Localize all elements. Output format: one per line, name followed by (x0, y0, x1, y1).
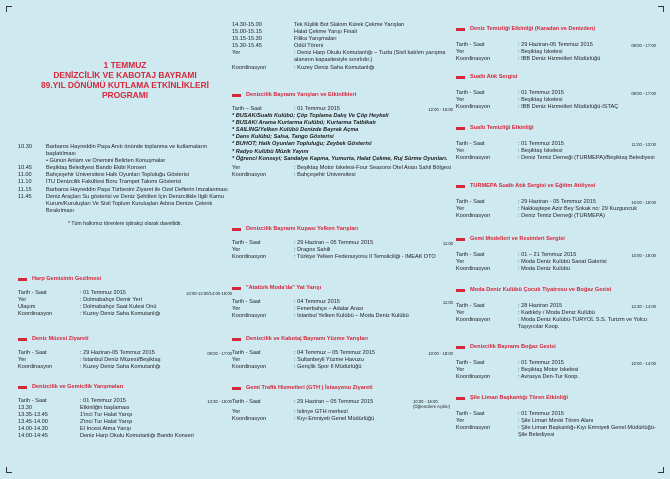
row-value: : 01 Temmuz 2015 (518, 90, 564, 96)
info-row (456, 56, 656, 63)
info-row (456, 42, 656, 49)
row-value: : Beşiktaş Motor İskelesi (518, 367, 579, 374)
row-value: : 01 Temmuz 2015 (518, 360, 564, 366)
info-row (18, 405, 232, 412)
row-value: : Moda Deniz Kulübü-TURYOL S.S. Turizm ve Yolcu Taşıyıcılar Koop. (518, 317, 648, 331)
row-label: 14.30-15.00 (232, 22, 262, 28)
row-label: Tarih - Saat (456, 199, 485, 205)
section-sile-ceremony (456, 395, 656, 439)
row-value: : Türkiye Yelken Federasyonu İl Temsilciliği - İMEAK DTO (294, 254, 436, 261)
section-turmepa-workshop (456, 183, 656, 220)
crop-mark (658, 6, 664, 12)
info-row (18, 350, 232, 357)
timeline-time (18, 158, 46, 165)
row-time: 10:00 - 14:00 (631, 361, 656, 366)
title-line: DENİZCİLİK VE KABOTAJ BAYRAMI (53, 70, 197, 80)
row-label: Yer (18, 297, 27, 304)
row-value: : Deniz Temiz Derneği (TURMEPA)/Beşiktaş Belediyesi (518, 155, 655, 162)
row-time: 12:00 - 16:00 (428, 107, 453, 112)
section-festival-events (232, 92, 453, 179)
info-row (18, 426, 232, 433)
event-item: * Radyo Kulübü Müzik Yayını (232, 148, 309, 155)
row-time: 08:00 - 17:00 (631, 43, 656, 48)
row-label: 15.30-15.45 (232, 43, 262, 50)
row-label: 14:00-14:45 (18, 433, 48, 440)
timeline-row (18, 194, 232, 215)
section-title: Denizcilik Bayramı Kupası Yelken Yarışları (232, 226, 453, 233)
section-title: Moda Deniz Kulübü Çocuk Tiyatrosu ve Boğaz Gezisi (456, 287, 656, 294)
row-label: Tarih - Saat (232, 299, 261, 305)
row-label: Yer (232, 50, 241, 57)
info-row (456, 148, 656, 155)
info-row (456, 374, 656, 381)
row-label: Koordinasyon (456, 213, 491, 220)
info-row (456, 155, 656, 162)
info-row (456, 252, 656, 259)
row-time: 11:00 - 13:00 (631, 142, 656, 147)
row-label: Yer (232, 247, 241, 254)
row-value: Filika Yarışmaları (294, 36, 337, 43)
info-row (232, 313, 453, 320)
info-row (232, 165, 453, 172)
info-row (18, 364, 232, 371)
info-row (232, 22, 453, 29)
row-value: : 28 Haziran 2015 (518, 303, 563, 309)
info-row (456, 104, 656, 111)
section-underwater-waste (456, 74, 656, 111)
row-value: : İBB Deniz Hizmetleri Müdürlüğü-İSTAÇ (518, 104, 619, 111)
row-label: Tarih - Saat (18, 398, 47, 404)
timeline-row (18, 179, 232, 186)
section-warship-tour (18, 276, 232, 318)
timeline-row (18, 187, 232, 194)
section-vts-visit (232, 385, 453, 423)
timeline-text: Deniz Araçları Su gösterisi ve Deniz Şehitleri İçin Denizcilikle İlgili Kamu Kurum/Kuruluşları Ve Sivil Toplum Kuruluşları Adına Denize Çelenk Bırakılması (46, 193, 224, 214)
row-value: : 01 Temmuz 2015 (518, 141, 564, 147)
row-label: Koordinasyon (232, 364, 267, 371)
event-item: * BUHOT; Halk Oyunları Topluluğu; Zeybek Gösterisi (232, 141, 372, 148)
row-value: : Şile Liman Başkanlığı-Kıyı Emniyeti Genel Müdürlüğü-Şile Belediyesi (518, 425, 656, 439)
timeline-time: 10.45 (18, 165, 32, 172)
row-value: : 01 – 21 Temmuz 2015 (518, 252, 577, 258)
row-value: : Sultanbeyli Yüzme Havuzu (294, 357, 364, 364)
row-label: Koordinasyon (232, 254, 267, 261)
info-row (232, 50, 453, 64)
section-swimming (232, 336, 453, 371)
timeline-row (18, 144, 232, 158)
info-row (232, 416, 453, 423)
section-title: Harp Gemisinin Gezilmesi (18, 276, 232, 283)
info-row (232, 247, 453, 254)
info-row (456, 266, 656, 273)
timeline-text: Bahçeşehir Üniversitesi Halk Oyunları Topluluğu Gösterisi (46, 172, 189, 179)
title-line: PROGRAMI (101, 90, 149, 100)
row-value: : Beşiktaş İskelesi (518, 97, 563, 104)
row-label: Tarih - Saat (18, 350, 47, 356)
timeline-text: • Günün Anlam ve Önemini Belirten Konuşmalar (46, 158, 166, 165)
section-yacht-race (232, 285, 453, 320)
row-label: Tarih - Saat (456, 303, 485, 309)
row-label: Yer (456, 49, 465, 56)
row-value: 1'inci Tur Halat Yarışı (80, 412, 133, 419)
info-row (232, 306, 453, 313)
row-label: Tarih - Saat (456, 360, 485, 366)
row-value: Deniz Harp Okulu Komutanlığı Bando Konseri (80, 433, 194, 440)
info-row (232, 364, 453, 371)
info-row (232, 172, 453, 179)
row-time: 13:30 - 16:00 (207, 399, 232, 404)
row-value: : Beşiktaş İskelesi (518, 49, 563, 56)
section-ship-models (456, 236, 656, 273)
timeline-row (18, 158, 232, 165)
row-value: Etkinliğin başlaması (80, 405, 130, 412)
row-value: : 29 Haziran-05 Temmuz 2015 (518, 42, 593, 48)
info-row (456, 213, 656, 220)
row-label: 15.15-15.30 (232, 36, 262, 43)
row-time: 11:00 (442, 241, 453, 246)
section-title: Şile Liman Başkanlığı Tören Etkinliği (456, 395, 656, 402)
row-label: 15.00-15.15 (232, 29, 262, 36)
info-row (18, 419, 232, 426)
row-value: : Nakkaştepe Aziz Bey Sokak no: 29 Kuzguncuk (518, 206, 638, 213)
row-time: 08:00 - 17:00 (631, 91, 656, 96)
row-value: : Deniz Temiz Derneği (TURMEPA) (518, 213, 605, 220)
row-value: : Şile Liman Mevki Tören Alanı (518, 418, 594, 425)
section-title: Denizcilik ve Kabotaj Bayramı Yüzme Yarışları (232, 336, 453, 343)
row-value: : Kıyı Emniyeti Genel Müdürlüğü (294, 416, 375, 423)
row-value: : 04 Temmuz 2015 (294, 299, 340, 305)
row-label: Ulaşım (18, 304, 36, 311)
row-label: Tarih - Saat (456, 90, 485, 96)
row-value: : Beşiktaş İskelesi (518, 148, 563, 155)
invitation-note: * Tüm halkımız törenlere iştirakçi olarak davetlidir. (67, 220, 183, 227)
row-label: Koordinasyon (18, 364, 53, 371)
info-row (456, 367, 656, 374)
row-label: Koordinasyon (456, 266, 491, 273)
row-value: : 29 Haziran - 05 Temmuz 2015 (518, 199, 596, 205)
row-value: El İncesi Atma Yarışı (80, 426, 132, 433)
row-value: : Deniz Harp Okulu Komutanlığı – Tuzla (Sivil katılım yarışma alanının kapasitesiyle sınırlıdır.) (294, 50, 446, 64)
row-value: 2'inci Tur Halat Yarışı (80, 419, 133, 426)
crop-mark (658, 467, 664, 473)
row-time: 09:00 - 17:00 (207, 351, 232, 356)
row-label: Koordinasyon (456, 155, 491, 162)
section-title: Sualtı Atık Sergisi (456, 74, 656, 81)
section-title: "Atatürk Moda'da" Yat Yarışı (232, 285, 453, 292)
timeline-time: 11.45 (18, 193, 32, 200)
row-label: Koordinasyon (456, 425, 491, 432)
section-bosphorus-tour (456, 344, 656, 381)
row-label: Koordinasyon (232, 64, 267, 71)
event-item: * BUSAK/Sualtı Kulübü; Çöp Toplama Dalış Ve Çöp Heykeli (232, 113, 389, 120)
row-label: Koordinasyon (232, 313, 267, 320)
info-row (456, 199, 656, 206)
info-row (456, 425, 656, 439)
info-row (232, 43, 453, 50)
row-value: : İBB Deniz Hizmetleri Müdürlüğü (518, 56, 601, 63)
event-item: * Dans Kulübü; Salsa, Tango Gösterisi (232, 134, 334, 141)
section-sea-cleaning (456, 26, 656, 63)
section-title: Denizcilik ve Gemicilik Yarışmaları (18, 384, 232, 391)
section-sailing-cup (232, 226, 453, 261)
section-title: Denizcilik Bayramı Yarışları ve Etkinlikleri (232, 92, 453, 99)
info-row (232, 399, 453, 409)
row-label: Yer (232, 164, 241, 171)
row-value: : Bahçeşehir Üniversitesi (294, 171, 356, 178)
timeline-text: Barbaros Hayreddin Paşa Anıtı önünde toplanma ve kutlamaların başlatılması (46, 144, 208, 158)
info-row (456, 97, 656, 104)
info-row (232, 299, 453, 306)
row-label: Koordinasyon (456, 374, 491, 381)
row-label: Yer (456, 310, 465, 317)
info-row (232, 350, 453, 357)
row-time: 10:00 - 16:00 (Öğrencilere Açıktır) (413, 399, 451, 409)
row-label: Yer (456, 259, 465, 266)
info-row (18, 398, 232, 405)
row-value: : Dolmabahçe Saat Kulesi Önü (80, 304, 157, 311)
timeline-time: 11.10 (18, 179, 32, 186)
info-row (18, 357, 232, 364)
crop-mark (6, 467, 12, 473)
section-competitions (18, 384, 232, 441)
row-value: : 01 Temmuz 2015 (518, 411, 564, 417)
section-title: Sualtı Temizliği Etkinliği (456, 125, 656, 132)
info-row (232, 254, 453, 261)
row-value: Tek Kişilik Bot Slalom Kürek Çekme Yarışları (294, 22, 405, 28)
row-label: 13.35-13.45 (18, 412, 48, 419)
competitions-continued (232, 22, 453, 72)
row-label: Tarih - Saat (456, 42, 485, 48)
info-row (456, 411, 656, 418)
row-label: 13.45-14.00 (18, 419, 48, 426)
row-value: : Kuzey Deniz Saha Komutanlığı (80, 364, 161, 371)
row-label: Yer (456, 97, 465, 104)
info-row (18, 304, 232, 311)
info-row (18, 290, 232, 297)
section-title: Deniz Temizliği Etkinliği (Karadan ve Denizden) (456, 26, 656, 33)
row-value: : Dolmabahçe Demir Yeri (80, 297, 142, 304)
info-row (232, 409, 453, 416)
row-value: : 01 Temmuz 2015 (294, 106, 340, 112)
row-label: Yer (456, 148, 465, 155)
row-label: Koordinasyon (232, 416, 267, 423)
column-middle (232, 0, 453, 479)
row-value: : 01 Temmuz 2015 (80, 290, 126, 296)
info-row (232, 357, 453, 364)
row-value: : 01 Temmuz 2015 (80, 398, 126, 404)
title-line: 1 TEMMUZ (103, 60, 147, 70)
info-row (232, 106, 453, 113)
row-label: Yer (232, 357, 241, 364)
timeline-time: 10.30 (18, 144, 32, 150)
info-row (456, 310, 656, 317)
row-label: Tarih - Saat (456, 141, 485, 147)
row-label: Tarih - Saat (456, 411, 485, 417)
row-label: Yer (456, 418, 465, 425)
info-row (18, 297, 232, 304)
row-label: Tarih - Saat (18, 290, 47, 296)
row-value: : İstanbul Yelken Kulübü – Moda Deniz Kulübü (294, 313, 409, 320)
title-line: 89.YIL DÖNÜMÜ KUTLAMA ETKİNLİKLERİ (41, 80, 209, 90)
info-row (18, 311, 232, 318)
section-title: Denizcilik Bayramı Boğaz Gezisi (456, 344, 656, 351)
timeline-text: İTÜ Denizcilik Fakültesi Boru Trampet Takımı Gösterisi (46, 179, 182, 186)
row-label: Yer (456, 206, 465, 213)
row-time: 10:00 - 16:00 (631, 200, 656, 205)
row-time: 12:30 - 14:00 (631, 304, 656, 309)
row-label: Tarih - Saat (232, 399, 261, 405)
event-item: * BUSAK/ Arama Kurtarma Kulübü; Kurtarma Tatbikatı (232, 120, 376, 127)
section-naval-museum (18, 336, 232, 371)
info-row (232, 36, 453, 43)
row-value: : 29 Haziran – 05 Temmuz 2015 (294, 240, 374, 246)
info-row (18, 433, 232, 440)
section-title: Gemi Trafik Hizmetleri (GTH ) İstasyonu Ziyareti (232, 385, 453, 392)
section-underwater-cleaning (456, 125, 656, 162)
info-row (456, 303, 656, 310)
program-title (18, 60, 232, 100)
row-time: 10:00-12:00/14:00-18:00 (186, 291, 232, 296)
event-item: * Öğrenci Konseyi; Sandalye Kapma, Yumurta, Halat Çekme, Ruj Sürme Oyunları. (232, 155, 448, 162)
row-label: Tarih - Saat (456, 252, 485, 258)
row-label: Yer (456, 367, 465, 374)
row-label: Koordinasyon (456, 104, 491, 111)
row-value: : Avrasya Den-Tur Koop. (518, 374, 579, 381)
opening-timeline (18, 144, 232, 228)
row-time: 10:00 - 18:00 (631, 253, 656, 258)
info-row (232, 65, 453, 72)
info-row (456, 90, 656, 97)
row-value: : 29 Haziran – 05 Temmuz 2015 (294, 399, 374, 405)
row-label: Koordinasyon (232, 171, 267, 178)
row-value: : İstinye GTH merkezi (294, 409, 348, 415)
section-children-theatre (456, 287, 656, 331)
row-label: Koordinasyon (18, 311, 53, 318)
row-value: Ödül Töreni (294, 43, 324, 50)
info-row (456, 317, 656, 331)
info-row (232, 29, 453, 36)
info-row (456, 360, 656, 367)
row-label: Yer (232, 409, 241, 415)
row-value: : Moda Deniz Kulübü Sanat Galerisi (518, 259, 607, 266)
row-time: 10:00 - 18:00 (428, 351, 453, 356)
row-value: : Kuzey Deniz Saha Komutanlığı (80, 311, 161, 318)
info-row (456, 141, 656, 148)
row-value: : Fenerbahçe – Adalar Arası (294, 306, 364, 313)
row-label: 14.00-14.30 (18, 426, 48, 433)
row-value: : Moda Deniz Kulübü (518, 266, 570, 273)
column-left (18, 0, 232, 479)
timeline-text: Barbaros Hayreddin Paşa Türbesini Ziyaret ile Özel Defterin İmzalanması (46, 186, 228, 193)
info-row (456, 418, 656, 425)
timeline-row (18, 165, 232, 172)
row-label: Tarih – Saat (232, 106, 262, 112)
row-label: Koordinasyon (456, 317, 491, 324)
info-row (18, 412, 232, 419)
row-value: : Dragos Sahili (294, 247, 331, 254)
info-row (232, 240, 453, 247)
timeline-text: Beşiktaş Belediyesi Bando Ekibi Konseri (46, 165, 147, 172)
timeline-row (18, 172, 232, 179)
section-title: TURMEPA Sualtı Atık Sergisi ve Eğitim Atölyesi (456, 183, 656, 190)
section-title: Gemi Modelleri ve Resimleri Sergisi (456, 236, 656, 243)
timeline-time: 11.15 (18, 186, 32, 193)
row-value: : İstanbul Deniz Müzesi/Beşiktaş (80, 357, 161, 364)
row-label: Yer (232, 306, 241, 313)
row-label: Tarih - Saat (232, 240, 261, 246)
row-value: : Gençlik Spor İl Müdürlüğü (294, 364, 362, 371)
info-row (456, 49, 656, 56)
row-value: Halat Çekme Yarışı Finali (294, 29, 357, 36)
row-label: Tarih - Saat (232, 350, 261, 356)
timeline-time: 11.00 (18, 172, 32, 179)
event-item: * SAILING/Yelken Kulübü Denizde Bayrak Açma (232, 127, 359, 134)
row-value: : 29 Haziran-05 Temmuz 2015 (80, 350, 155, 356)
row-label: Koordinasyon (456, 56, 491, 63)
crop-mark (6, 6, 12, 12)
row-value: : Kuzey Deniz Saha Komutanlığı (294, 64, 375, 71)
column-right (456, 0, 656, 479)
section-title: Deniz Müzesi Ziyareti (18, 336, 232, 343)
row-time: 11:00 (442, 300, 453, 305)
row-value: : 04 Temmuz – 05 Temmuz 2015 (294, 350, 375, 356)
info-row (456, 259, 656, 266)
info-row (456, 206, 656, 213)
row-label: Yer (18, 357, 27, 364)
row-value: : Beşiktaş Motor İskelesi-Four Seasons Otel Arası Sahil Bölgesi (294, 164, 452, 171)
row-label: 13.30 (18, 405, 32, 412)
row-value: : Kadıköy / Moda Deniz Kulübü (518, 310, 595, 317)
